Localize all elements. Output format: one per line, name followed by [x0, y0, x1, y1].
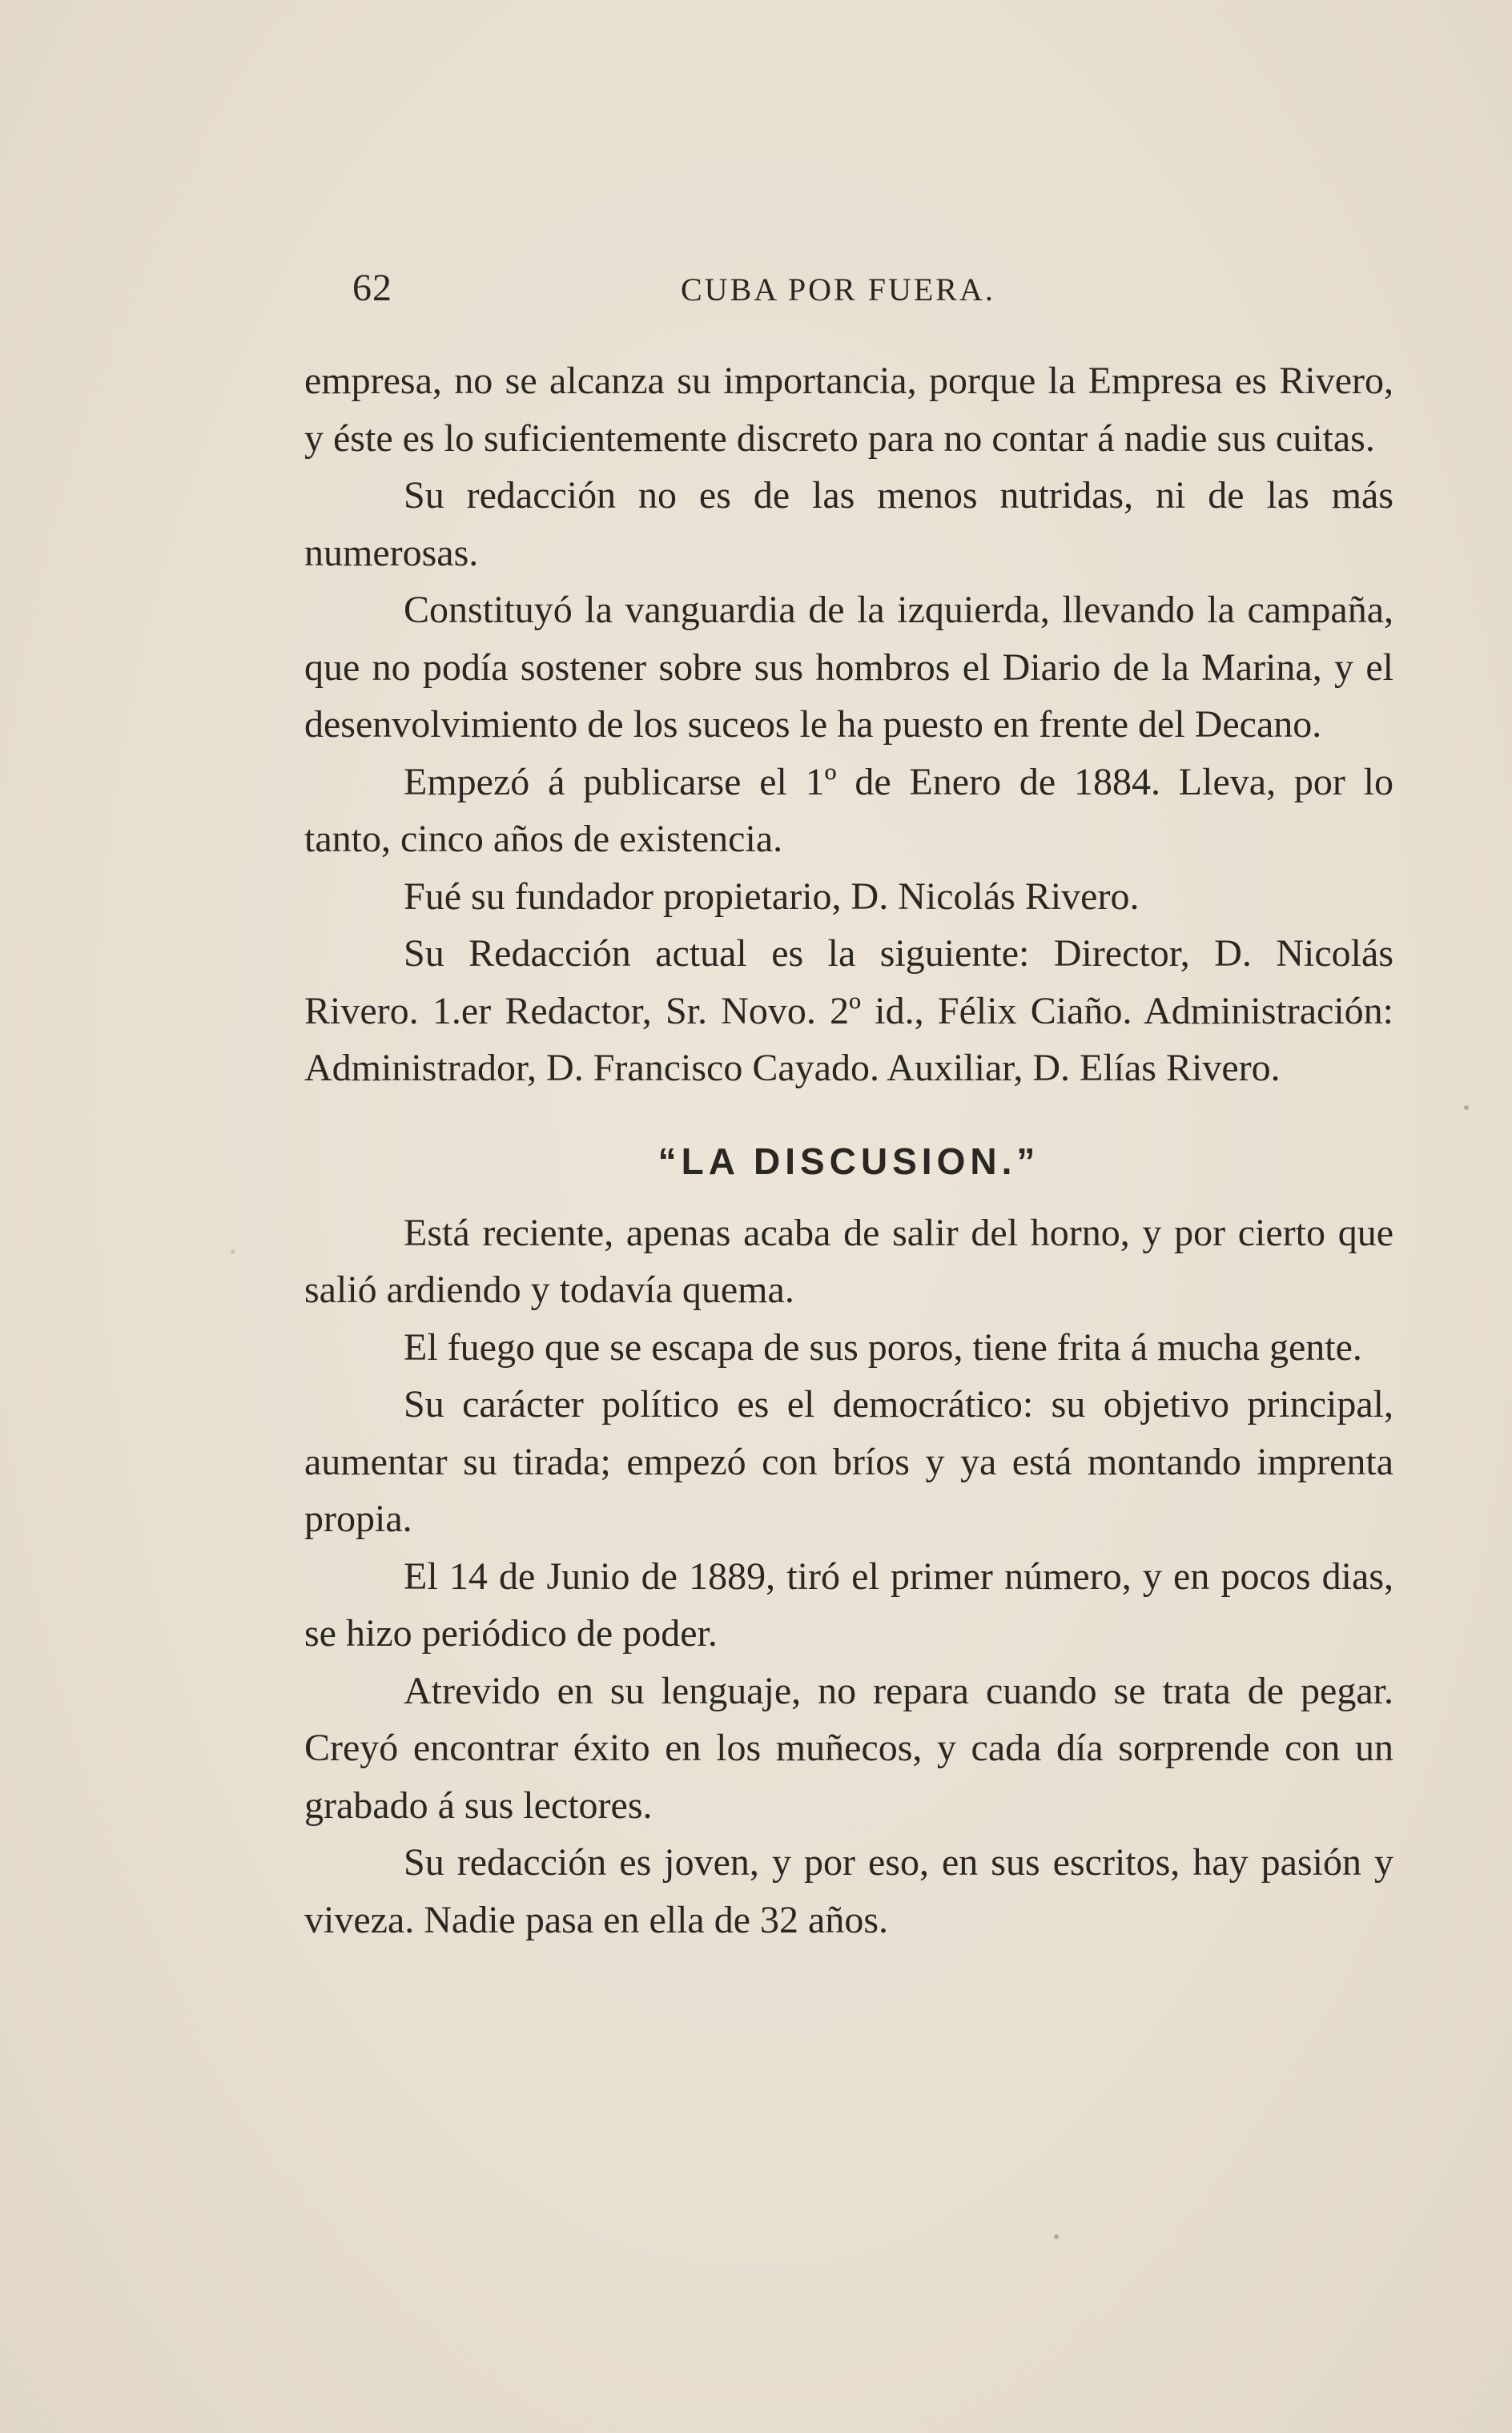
paragraph: Su Redacción actual es la siguiente: Director, D. Nicolás Rivero. 1.er Redactor, Sr. Novo. 2º id., Félix Ciaño. Administración: Administrador, D. Francisco Cayado. Auxiliar, D. Elías Rivero.: [304, 932, 1393, 1089]
body-text: [304, 352, 1393, 1948]
section-heading: “LA DISCUSION.”: [657, 1140, 1040, 1182]
paragraph: El 14 de Junio de 1889, tiró el primer número, y en pocos dias, se hizo periódico de poder.: [304, 1554, 1393, 1655]
running-title: CUBA POR FUERA.: [681, 271, 995, 308]
paragraph: Su redacción no es de las menos nutridas, ni de las más numerosas.: [304, 474, 1393, 574]
running-head: [304, 266, 1393, 322]
paragraph: Su redacción es joven, y por eso, en sus escritos, hay pasión y viveza. Nadie pasa en ella de 32 años.: [304, 1841, 1393, 1941]
paragraph: Empezó á publicarse el 1º de Enero de 1884. Lleva, por lo tanto, cinco años de existencia.: [304, 760, 1393, 860]
paragraph: Su carácter político es el democrático: su objetivo principal, aumentar su tirada; empezó con bríos y ya está montando imprenta propia.: [304, 1383, 1393, 1540]
paragraph: Constituyó la vanguardia de la izquierda, llevando la campaña, que no podía sostener sobre sus hombros el Diario de la Marina, y el desenvolvimiento de los suceos le ha puesto en frente del Decano.: [304, 589, 1393, 746]
paper-speck: [231, 1249, 235, 1254]
paragraph: empresa, no se alcanza su importancia, porque la Empresa es Rivero, y éste es lo suficientemente discreto para no contar á nadie sus cuitas.: [304, 360, 1393, 460]
paragraph: Está reciente, apenas acaba de salir del horno, y por cierto que salió ardiendo y todavía quema.: [304, 1211, 1393, 1311]
page-number: 62: [352, 267, 392, 309]
paper-speck: [1054, 2234, 1059, 2239]
paragraph: Fué su fundador propietario, D. Nicolás Rivero.: [404, 875, 1140, 918]
paper-speck: [1464, 1105, 1469, 1110]
paragraph: El fuego que se escapa de sus poros, tiene frita á mucha gente.: [404, 1325, 1362, 1369]
paragraph: Atrevido en su lenguaje, no repara cuando se trata de pegar. Creyó encontrar éxito en los muñecos, y cada día sorprende con un grabado á sus lectores.: [304, 1669, 1393, 1827]
